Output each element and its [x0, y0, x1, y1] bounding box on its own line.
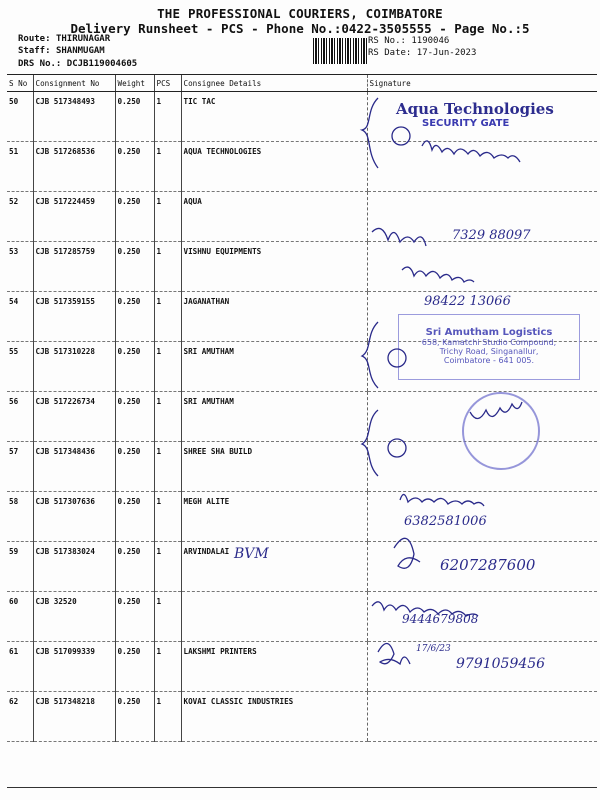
- staff-value: SHANMUGAM: [55, 46, 105, 56]
- pcs-cell: 1: [154, 442, 181, 492]
- pcs-cell: 1: [154, 292, 181, 342]
- sno-cell: 56: [7, 392, 33, 442]
- col-header-weight: Weight: [115, 75, 154, 92]
- count-circle-2: [388, 349, 406, 367]
- consignee-cell: TIC TAC: [181, 92, 367, 142]
- consignment-cell: CJB 517226734: [33, 392, 115, 442]
- drs-value: DCJB119004605: [66, 59, 138, 69]
- sno-cell: 62: [7, 692, 33, 742]
- company-title: THE PROFESSIONAL COURIERS, COIMBATORE: [157, 6, 443, 21]
- consignee-cell: SRI AMUTHAM: [181, 392, 367, 442]
- signature-62: [378, 643, 410, 664]
- sno-cell: 59: [7, 542, 33, 592]
- sno-cell: 51: [7, 142, 33, 192]
- weight-cell: 0.250: [115, 692, 154, 742]
- signature-51: [422, 141, 520, 162]
- consignment-cell: CJB 517383024: [33, 542, 115, 592]
- sno-cell: 60: [7, 592, 33, 642]
- bracket-57-58: [362, 410, 378, 476]
- weight-cell: 0.250: [115, 242, 154, 292]
- bracket-55-56: [362, 322, 378, 388]
- consignment-cell: CJB 517310228: [33, 342, 115, 392]
- pcs-cell: 1: [154, 192, 181, 242]
- pcs-cell: 1: [154, 642, 181, 692]
- phone-row-60: 6207287600: [440, 556, 536, 574]
- pcs-cell: 1: [154, 242, 181, 292]
- count-circle-1: [392, 127, 410, 145]
- consignee-cell: LAKSHMI PRINTERS: [181, 642, 367, 692]
- aqua-stamp-gate: SECURITY GATE: [422, 118, 510, 129]
- consignment-cell: CJB 32520: [33, 592, 115, 642]
- consignment-cell: CJB 517307636: [33, 492, 115, 542]
- weight-cell: 0.250: [115, 342, 154, 392]
- amutham-stamp-addr1: 658, Kamatchi Studio Compound,: [421, 338, 557, 347]
- consignee-cell: AQUA: [181, 192, 367, 242]
- weight-cell: 0.250: [115, 392, 154, 442]
- consignment-cell: CJB 517224459: [33, 192, 115, 242]
- bottom-rule: [7, 787, 597, 788]
- rs-date-label: RS Date:: [368, 48, 412, 58]
- pcs-cell: 1: [154, 542, 181, 592]
- pcs-cell: 1: [154, 692, 181, 742]
- sno-cell: 52: [7, 192, 33, 242]
- date-row-62: 17/6/23: [416, 644, 451, 654]
- amutham-stamp-addr3: Coimbatore - 641 005.: [443, 356, 535, 365]
- pcs-cell: 1: [154, 592, 181, 642]
- weight-cell: 0.250: [115, 592, 154, 642]
- consignment-cell: CJB 517268536: [33, 142, 115, 192]
- rs-no-label: RS No.:: [368, 36, 406, 46]
- weight-cell: 0.250: [115, 92, 154, 142]
- amutham-stamp-addr2: Trichy Road, Singanallur,: [439, 347, 539, 356]
- phone-row-62: 9791059456: [456, 656, 546, 672]
- weight-cell: 0.250: [115, 542, 154, 592]
- weight-cell: 0.250: [115, 442, 154, 492]
- runsheet-subtitle: Delivery Runsheet - PCS - Phone No.:0422-3505555 - Page No.:5: [70, 21, 530, 36]
- col-header-signature: Signature: [367, 75, 597, 92]
- consignee-cell: SRI AMUTHAM: [181, 342, 367, 392]
- signature-53: [372, 228, 426, 246]
- pcs-cell: 1: [154, 342, 181, 392]
- col-header-pcs: PCS: [154, 75, 181, 92]
- consignment-cell: CJB 517348436: [33, 442, 115, 492]
- phone-row-59: 6382581006: [404, 514, 487, 529]
- sno-cell: 57: [7, 442, 33, 492]
- note-row-60: BVM: [234, 546, 269, 562]
- aqua-stamp-name: Aqua Technologies: [396, 100, 554, 118]
- pcs-cell: 1: [154, 142, 181, 192]
- bracket-50-51: [362, 98, 378, 168]
- consignment-cell: CJB 517348493: [33, 92, 115, 142]
- staff-label: Staff:: [18, 46, 51, 56]
- weight-cell: 0.250: [115, 192, 154, 242]
- pcs-cell: 1: [154, 392, 181, 442]
- col-header-sno: S No: [7, 75, 33, 92]
- consignment-cell: CJB 517099339: [33, 642, 115, 692]
- sno-cell: 50: [7, 92, 33, 142]
- consignment-cell: CJB 517348218: [33, 692, 115, 742]
- route-label: Route:: [18, 34, 51, 44]
- weight-cell: 0.250: [115, 642, 154, 692]
- weight-cell: 0.250: [115, 292, 154, 342]
- phone-row-61: 9444679808: [402, 612, 479, 626]
- phone-row-54: 98422 13066: [424, 294, 511, 309]
- col-header-consignment: Consignment No: [33, 75, 115, 92]
- col-header-consignee: Consignee Details: [181, 75, 367, 92]
- consignee-cell: JAGANATHAN: [181, 292, 367, 342]
- consignee-cell: KOVAI CLASSIC INDUSTRIES: [181, 692, 367, 742]
- count-circle-3: [388, 439, 406, 457]
- consignment-cell: CJB 517359155: [33, 292, 115, 342]
- signature-60: [394, 538, 420, 568]
- consignee-cell: SHREE SHA BUILD: [181, 442, 367, 492]
- weight-cell: 0.250: [115, 142, 154, 192]
- sno-cell: 61: [7, 642, 33, 692]
- pcs-cell: 1: [154, 492, 181, 542]
- sno-cell: 58: [7, 492, 33, 542]
- weight-cell: 0.250: [115, 492, 154, 542]
- sno-cell: 53: [7, 242, 33, 292]
- drs-label: DRS No.:: [18, 59, 62, 69]
- pcs-cell: 1: [154, 92, 181, 142]
- consignee-cell: MEGH ALITE: [181, 492, 367, 542]
- rs-no-value: 1190046: [411, 36, 450, 46]
- phone-row-53: 7329 88097: [452, 228, 531, 243]
- rs-date-value: 17-Jun-2023: [416, 48, 477, 58]
- route-value: THIRUNAGAR: [55, 34, 111, 44]
- signature-59: [400, 494, 484, 506]
- consignee-cell: AQUA TECHNOLOGIES: [181, 142, 367, 192]
- amutham-stamp-name: Sri Amutham Logistics: [425, 327, 553, 338]
- consignment-cell: CJB 517285759: [33, 242, 115, 292]
- sno-cell: 55: [7, 342, 33, 392]
- consignee-cell: ARVINDALAI: [181, 542, 367, 592]
- signature-54: [402, 267, 474, 282]
- signature-57: [470, 402, 522, 419]
- consignee-cell: VISHNU EQUIPMENTS: [181, 242, 367, 292]
- sno-cell: 54: [7, 292, 33, 342]
